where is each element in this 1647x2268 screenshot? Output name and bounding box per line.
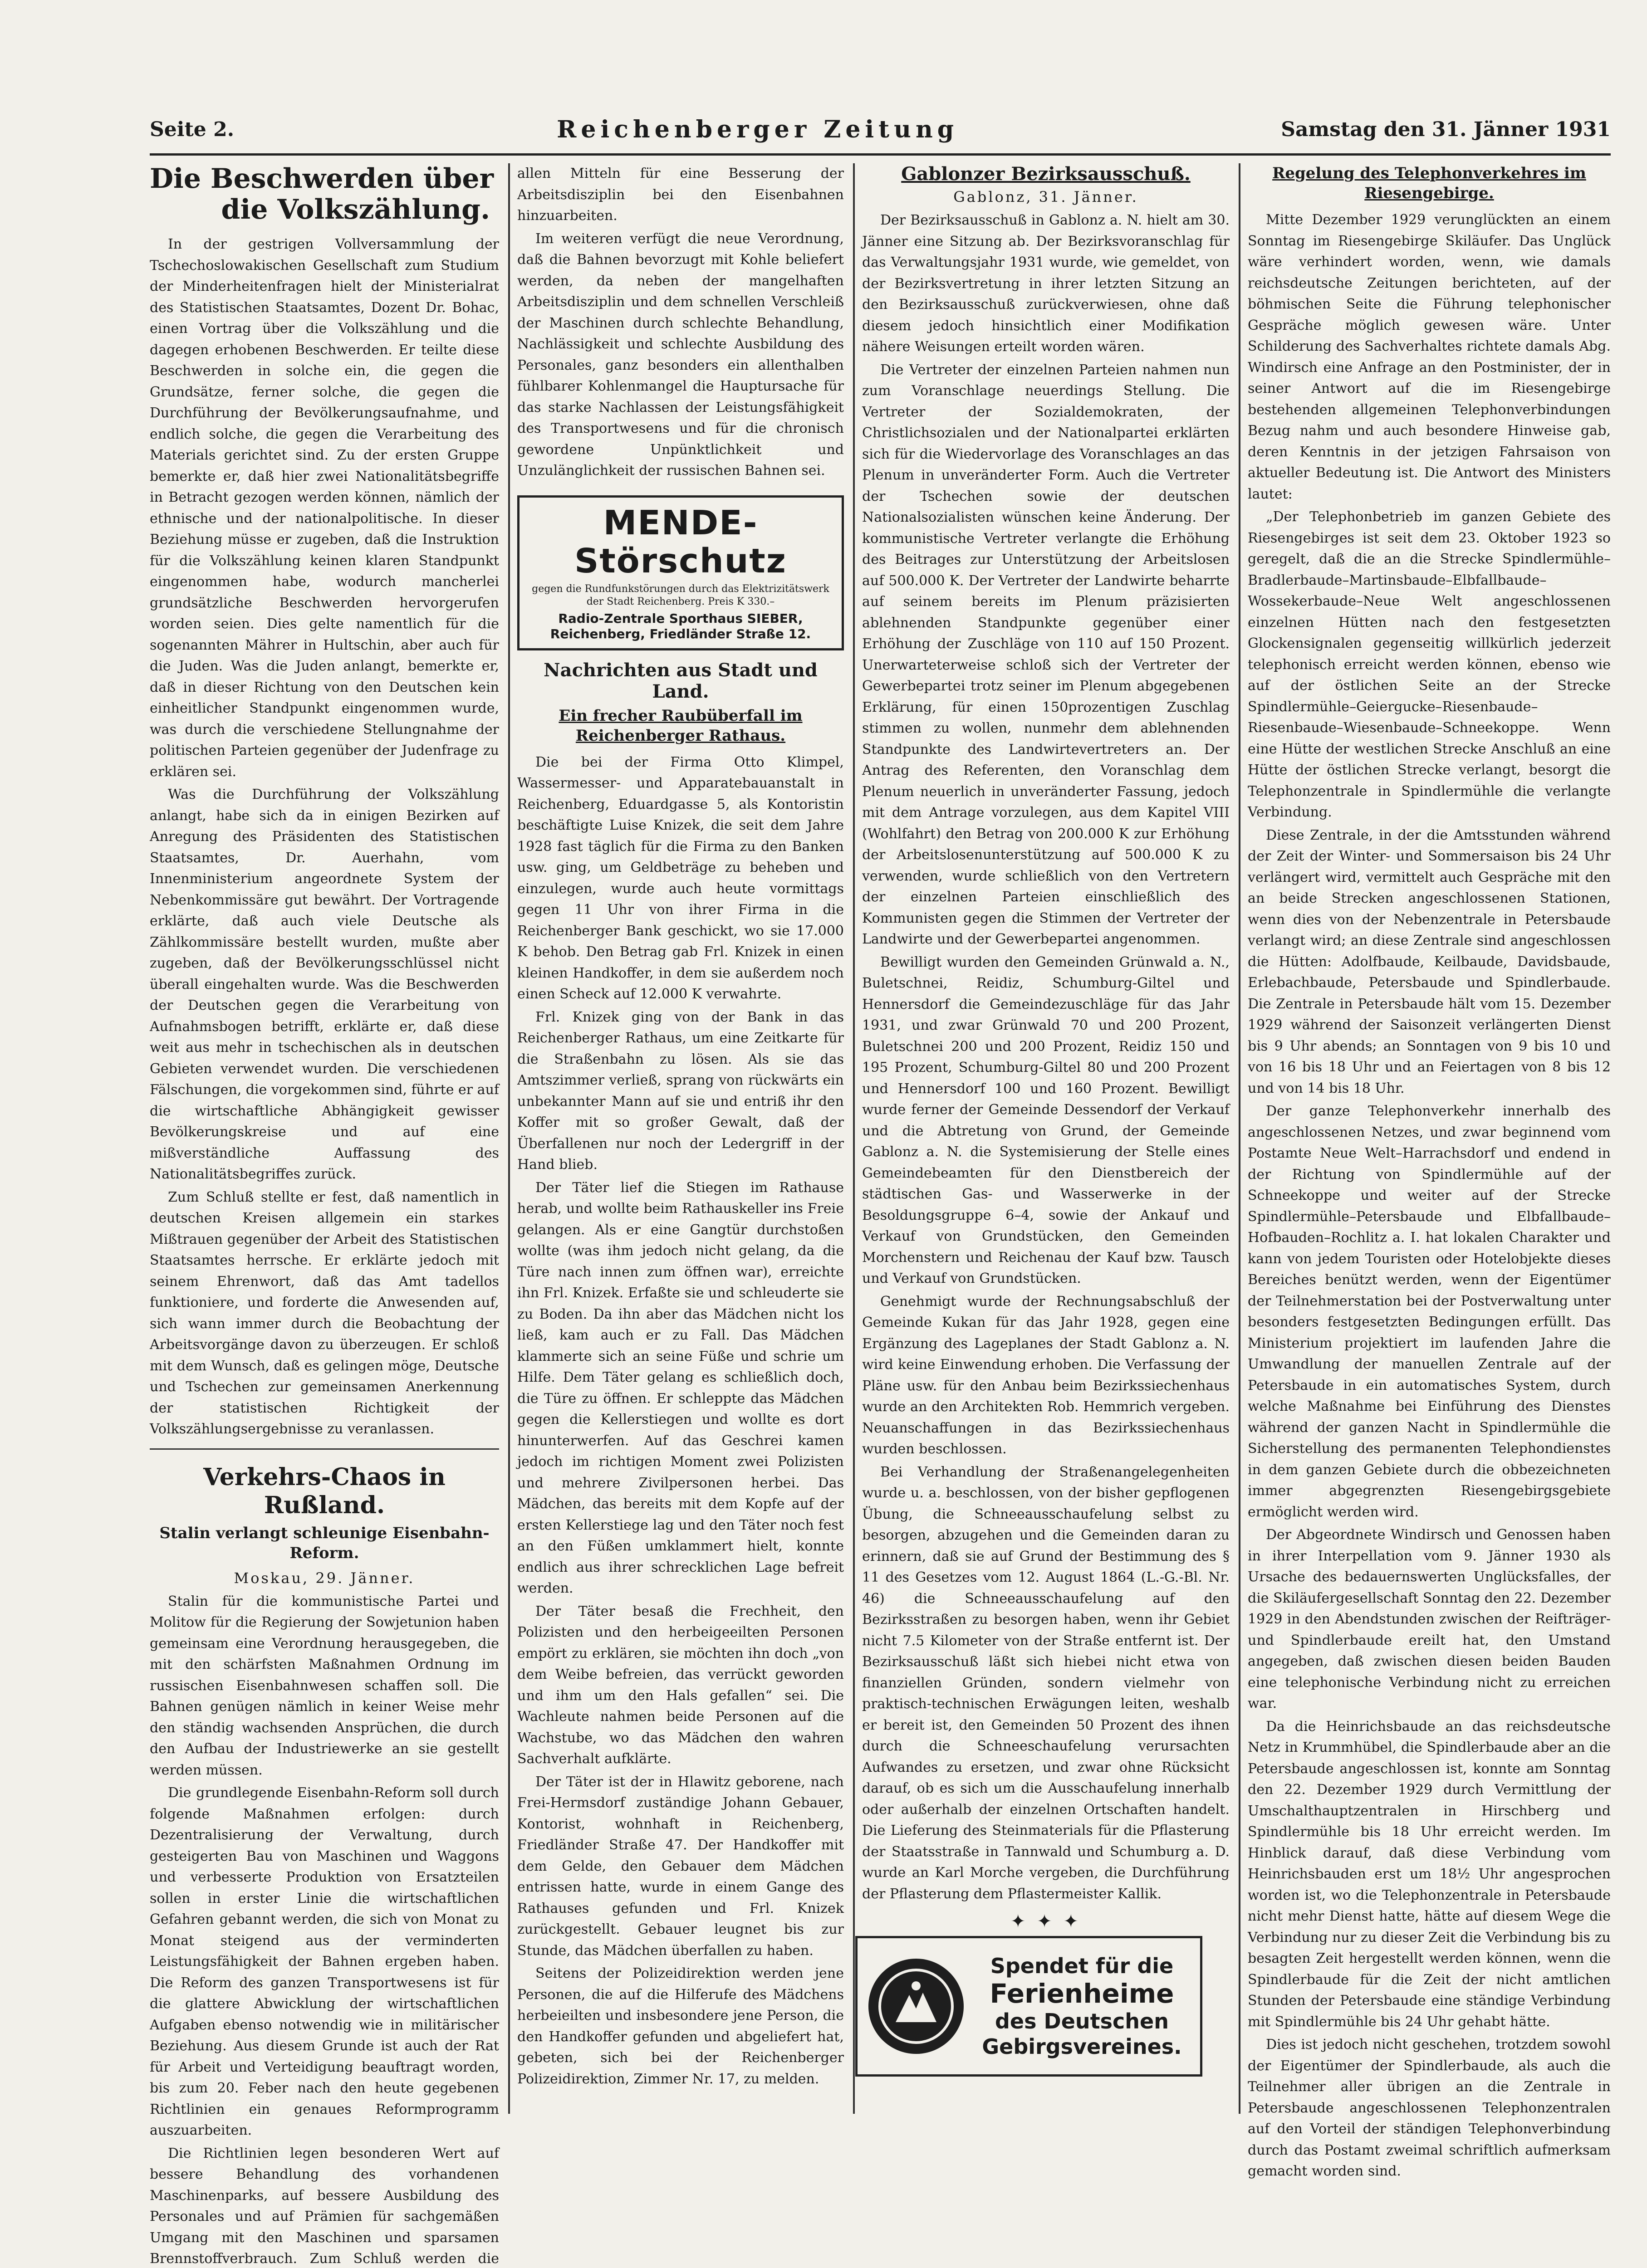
title-line: die Volkszählung. [150,194,499,225]
dateline: Gablonz, 31. Jänner. [862,188,1230,205]
issue-date: Samstag den 31. Jänner 1931 [1281,118,1611,141]
page-number: Seite 2. [150,118,234,141]
article-separator [150,1448,499,1450]
paragraph: Da die Heinrichsbaude an das reichsdeutsche Netz in Krummhübel, die Spindlerbaude aber an die Petersbaude angeschlossen ist, konnte am Sonntag den 22. Dezember 1929 durch Vermittlung der Umschalthauptzentralen in Hirschberg und Spindlermühle bis 18 Uhr erreicht werden. Im Hinblick darauf, daß diese Verbindung vom Heinrichsbauden erst um 18½ Uhr angesprochen worden ist, wo die Telephonzentrale in Petersbaude nicht mehr Dienst hatte, hätte auf diesem Wege die Verbindung nur zu dieser Zeit die Verbindung bis zu besagten Zeit hergestellt werden können, wenn die Spindlerbaude für die Zeit der nicht amtlichen Stunden der Petersbaude eine ständige Verbindung mit Spindlermühle bis 24 Uhr gehabt hätte. [1248,1716,1611,2033]
ad-address: Reichenberg, Friedländer Straße 12. [527,626,834,642]
column-1 [150,163,499,2268]
ad-line: Spendet für die [964,1953,1200,1979]
article-body [1248,210,1611,2182]
article-body [150,1591,499,2268]
paragraph: Bei Verhandlung der Straßenangelegenheiten wurde u. a. beschlossen, von der bisher gepflogenen Übung, die Schneeausschaufelung selbst zu besorgen, abzugehen und die Gemeinden daran zu erinnern, daß sie auf Grund der Bestimmung des § 11 des Gesetzes vom 12. August 1864 (L.-G.-Bl. Nr. 46) die Schneeausschaufelung auf den Bezirksstraßen zu besorgen haben, wenn ihr Gebiet nicht 7.5 Kilometer von der Straße entfernt ist. Der Bezirksausschuß läßt sich hiebei nicht etwa von finanziellen Gründen, sondern vielmehr von praktisch-technischen Erwägungen leiten, weshalb er bereit ist, den Gemeinden 50 Prozent des ihnen durch die Schneeschaufelung verursachten Aufwandes zu ersetzen, und zwar ohne Rücksicht darauf, ob es sich um die Ausschaufelung innerhalb oder außerhalb der einzelnen Ortschaften handelt. Die Lieferung des Steinmaterials für die Pflasterung der Staatsstraße in Tannwald und Schumburg a. D. wurde an Karl Morche vergeben, die Durchführung der Pflasterung dem Pflastermeister Kallik. [862,1462,1230,1905]
ornament-divider: ✦ ✦ ✦ [862,1911,1230,1932]
ad-text [964,1953,1200,2059]
paragraph: Genehmigt wurde der Rechnungsabschluß der Gemeinde Kukan für das Jahr 1928, gegen eine Ergänzung des Lageplanes der Stadt Gablonz a. N. wird keine Einwendung erhoben. Die Verfassung der Pläne usw. für den Anbau beim Bezirkssiechenhaus wurde an den Architekten Rob. Hemmrich vergeben. Neuanschaffungen in das Bezirkssiechenhaus wurden beschlossen. [862,1291,1230,1460]
paragraph: Die bei der Firma Otto Klimpel, Wassermesser- und Apparatebauanstalt in Reichenberg, Eduardgasse 5, als Kontoristin beschäftigte Luise Knizek, die seit dem Jahre 1928 fast täglich für die Firma zu den Banken usw. ging, um Geldbeträge zu beheben und einzulegen, wurde auch heute vormittags gegen 11 Uhr von ihrer Firma in die Reichenberger Bank geschickt, wo sie 17.000 K behob. Den Betrag gab Frl. Knizek in einen kleinen Handkoffer, in dem sie außerdem noch einen Scheck auf 12.000 K verwahrte. [517,752,844,1005]
paragraph: Bewilligt wurden den Gemeinden Grünwald a. N., Buletschnei, Reidiz, Schumburg-Giltel und Hennersdorf die Gemeindezuschläge für das Jahr 1931, und zwar Grünwald 70 und 200 Prozent, Buletschnei 200 und 200 Prozent, Reidiz 150 und 195 Prozent, Schumburg-Giltel 80 und 200 Prozent und Hennersdorf 100 und 160 Prozent. Bewilligt wurde ferner der Gemeinde Dessendorf der Verkauf und die Abtretung von Grund, der Gemeinde Gablonz a. N. die Systemisierung der Stelle eines Gemeindebeamten für den Dienstbereich der städtischen Gas- und Wasserwerke in der Besoldungsgruppe 6–4, sowie der Ankauf und Verkauf von Grundstücken, den Gemeinden Morchenstern und Reichenau der Kauf bzw. Tausch und Verkauf von Grundstücken. [862,952,1230,1290]
title-line: Die Beschwerden über [150,163,494,195]
article-body [862,210,1230,1905]
paragraph: Der Abgeordnete Windirsch und Genossen haben in ihrer Interpellation vom 9. Jänner 1930 als Ursache des bedauernswerten Unglücksfalles, der die Skiläufergesellschaft Sonntag den 22. Dezember 1929 in den Abendstunden zwischen der Reifträger- und Spindlerbaude ereilt hat, den Umstand angegeben, daß zwischen diesen beiden Bauden eine telephonische Verbindung nicht zu erreichen war. [1248,1525,1611,1715]
page-header [150,109,1611,150]
gebirgsverein-logo-icon [868,1959,964,2054]
paragraph: Dies ist jedoch nicht geschehen, trotzdem sowohl der Eigentümer der Spindlerbaude, als auch die Teilnehmer aller übrigen an die Zentrale in Petersbaude angeschlossenen Telephonzentralen auf den Vorteil der ständigen Telephonverbindung durch das Postamt zweimal schriftlich aufmerksam gemacht worden sind. [1248,2034,1611,2182]
column-2 [517,163,844,2092]
article-subtitle: Ein frecher Raubüberfall im Reichenberger Rathaus. [517,706,844,746]
article-title-volkszaehlung [150,163,499,225]
article-body [150,234,499,1440]
column-3 [862,163,1230,1938]
paragraph: Die Vertreter der einzelnen Parteien nahmen nun zum Voranschlage neuerdings Stellung. Die Vertreter der Sozialdemokraten, der Christlichsozialen und der Nationalpartei erklärten sich für die Wiedervorlage des Voranschlages an das Plenum in unveränderter Form. Auch die Vertreter der Tschechen sowie der deutschen Nationalsozialisten wünschen keine Änderung. Der kommunistische Vertreter verlangte die Erhöhung des Beitrages zur Unterstützung der Arbeitslosen auf 500.000 K. Der Vertreter der Landwirte beharrte auf seinem bereits im Plenum präzisierten ablehnenden Standpunkte gegenüber einer Erhöhung der Zuschläge von 110 auf 150 Prozent. Unerwarteterweise schloß sich der Vertreter der Gewerbepartei trotz seiner im Plenum abgegebenen Erklärung, für einen 150prozentigen Zuschlag stimmen zu wollen, nunmehr dem ablehnenden Standpunkte des Landwirtevertreters an. Der Antrag des Referenten, den Voranschlag dem Plenum neuerlich in unveränderter Fassung, jedoch mit dem Antrage vorzulegen, aus dem Kapitel VIII (Wohlfahrt) den Betrag von 200.000 K zur Erhöhung der Arbeitslosenunterstützung auf 500.000 K zu verwenden, wurde schließlich von den Vertretern der einzelnen Parteien einschließlich des Kommunisten gegen die Stimmen der Vertreter der Landwirte und der Gewerbepartei angenommen. [862,360,1230,950]
article-body [517,163,844,482]
paragraph: In der gestrigen Vollversammlung der Tschechoslowakischen Gesellschaft zum Studium der Minderheitenfragen hielt der Ministerialrat des Statistischen Staatsamtes, Dozent Dr. Bohac, einen Vortrag über die Volkszählung und die dagegen erhobenen Beschwerden. Er teilte diese Beschwerden in solche ein, die gegen die Grundsätze, ferner solche, die gegen die Durchführung der Bevölkerungsaufnahme, und endlich solche, die gegen die Verarbeitung des Materials gerichtet sind. Zu der ersten Gruppe bemerkte er, daß hier zwei Nationalitätsbegriffe in Betracht gezogen werden können, nämlich der ethnische und der nationalpolitische. In dieser Beziehung müsse er zugeben, daß die Instruktion für die Volkszählung keinen klaren Standpunkt eingenommen habe, wodurch mancherlei grundsätzliche Beschwerden hervorgerufen worden seien. Dies gelte namentlich für die sogenannten Mährer in Hultschin, aber auch für die Juden. Was die Juden anlangt, bemerkte er, daß in dieser Richtung von den Deutschen kein einheitlicher Standpunkt eingenommen wurde, was durch die verschiedene Stellungnahme der politischen Parteien gegenüber der Judenfrage zu erklären sei. [150,234,499,782]
dateline: Moskau, 29. Jänner. [150,1569,499,1587]
paragraph: Der Täter ist der in Hlawitz geborene, nach Frei-Hermsdorf zuständige Johann Gebauer, Kontorist, wohnhaft in Reichenberg, Friedländer Straße 47. Der Handkoffer mit dem Gelde, den Gebauer dem Mädchen entrissen hatte, wurde in einem Gange des Rathauses gefunden und Frl. Knizek zurückgestellt. Gebauer leugnet bis zur Stunde, das Mädchen überfallen zu haben. [517,1772,844,1962]
paragraph: Mitte Dezember 1929 verunglückten an einem Sonntag im Riesengebirge Skiläufer. Das Unglück wäre verhindert worden, wenn, wie damals reichsdeutsche Zeitungen berichteten, auf der böhmischen Seite die Führung telephonischer Gespräche möglich gewesen wäre. Unter Schilderung des Sachverhaltes richtete damals Abg. Windirsch eine Anfrage an den Postminister, der in seiner Antwort auf die im Riesengebirge bestehenden allgemeinen Telephonverbindungen Bezug nahm und auch besondere Hinweise gab, deren Kenntnis in der jetzigen Fahrsaison von aktueller Bedeutung ist. Die Antwort des Ministers lautet: [1248,210,1611,505]
ad-line: des Deutschen [964,2009,1200,2034]
paragraph: Seitens der Polizeidirektion werden jene Personen, die auf die Hilferufe des Mädchens herbeieilten und insbesondere jene Person, die den Handkoffer gefunden und abgeliefert hat, gebeten, sich bei der Reichenberger Polizeidirektion, Zimmer Nr. 17, zu melden. [517,1963,844,2090]
ad-description: gegen die Rundfunkstörungen durch das Elektrizitätswerk der Stadt Reichenberg. Preis K 330.– [527,583,834,608]
advertisement-mende [517,495,844,650]
ad-line: Gebirgsvereines. [964,2034,1200,2059]
paragraph: Frl. Knizek ging von der Bank in das Reichenberger Rathaus, um eine Zeitkarte für die Straßenbahn zu lösen. Als sie das Amtszimmer verließ, sprang von rückwärts ein unbekannter Mann auf sie und entriß ihr den Koffer mit so großer Gewalt, daß der Überfallenen nur noch der Ledergriff in der Hand blieb. [517,1007,844,1176]
paragraph: Der ganze Telephonverkehr innerhalb des angeschlossenen Netzes, und zwar beginnend vom Postamte Neue Welt–Harrachsdorf und endend in der Richtung von Spindlermühle auf der Schneekoppe und weiter auf der Strecke Spindlermühle–Petersbaude und Elbfallbaude–Hofbauden–Rochlitz a. I. hat lokalen Charakter und kann von jedem Touristen oder Hotelobjekte dieses Bereiches benützt werden, wenn der Eigentümer der Teilnehmerstation bei der Postverwaltung unter besonders festgesetzten Bedingungen erfüllt. Das Ministerium projektiert im laufenden Jahre die Umwandlung der manuellen Zentrale auf der Petersbaude in ein automatisches System, durch welche Maßnahme bei Einführung des Dienstes während der ganzen Nacht in Spindlermühle die Sicherstellung des permanenten Telephondienstes in dem ganzen Gebiete durch die obbezeichneten immer abgegrenzten Riesengebirgsgebiete ermöglicht werden wird. [1248,1101,1611,1523]
paragraph: Was die Durchführung der Volkszählung anlangt, habe sich da in einigen Bezirken auf Anregung des Präsidenten des Statistischen Staatsamtes, Dr. Auerhahn, vom Innenministerium angeordnete System der Nebenkommissäre gut bewährt. Der Vortragende erklärte, daß auch viele Deutsche als Zählkommissäre bestellt wurden, mußte aber zugeben, daß der Bevölkerungsschlüssel nicht überall eingehalten wurde. Was die Beschwerden der Deutschen gegen die Verarbeitung von Aufnahmsbogen betrifft, erklärte er, daß diese weit aus mehr in tschechischen als in deutschen Gebieten verwendet wurden. Die verschiedenen Fälschungen, die vorgekommen sind, führte er auf die wirtschaftliche Abhängigkeit gewisser Bevölkerungskreise und auf eine mißverständliche Auffassung des Nationalitätsbegriffes zurück. [150,784,499,1185]
ad-headline: MENDE-Störschutz [527,504,834,580]
ad-line: Ferienheime [964,1979,1200,2009]
paragraph: „Der Telephonbetrieb im ganzen Gebiete des Riesengebirges ist seit dem 23. Oktober 1923 so geregelt, daß die an die Strecke Spindlermühle–Bradlerbaude–Martinsbaude–Elbfallbaude–Wossekerbaude–Neue Welt angeschlossenen einzelnen Hütten nach den festgesetzten Glockensignalen gegenseitig willkürlich jederzeit telephonisch erreicht werden können, ebenso wie auf der östlichen Seite an der Strecke Spindlermühle–Geiergucke–Riesenbaude–Riesenbaude–Wiesenbaude–Schneekoppe. Wenn eine Hütte der westlichen Strecke Anschluß an eine Hütte der östlichen Strecke verlangt, besorgt die Telephonzentrale in Spindlermühle die verlangte Verbindung. [1248,507,1611,823]
paragraph: Im weiteren verfügt die neue Verordnung, daß die Bahnen bevorzugt mit Kohle beliefert werden, da neben der mangelhaften Arbeitsdisziplin und dem schnellen Verschleiß der Maschinen durch schlechte Behandlung, Nachlässigkeit und schlechte Ausbildung des Personales, ganz besonders ein allenthalben fühlbarer Kohlenmangel die Hauptursache für das starke Nachlassen der Leistungsfähigkeit des Transportwesens und für die chronisch gewordene Unpünktlichkeit und Unzulänglichkeit der russischen Bahnen sei. [517,229,844,482]
ad-address: Radio-Zentrale Sporthaus SIEBER, [527,611,834,626]
column-4 [1248,163,1611,2184]
section-title: Nachrichten aus Stadt und Land. [517,660,844,702]
paragraph: Diese Zentrale, in der die Amtsstunden während der Zeit der Winter- und Sommersaison bis 24 Uhr verlängert wird, vermittelt auch Gespräche mit den an beide Strecken angeschlossenen Stationen, wenn dies von der Nebenzentrale in Petersbaude verlangt wird; an diese Zentrale sind angeschlossen die Hütten: Adolfbaude, Keilbaude, Davidsbaude, Erlebachbaude, Petersbaude und Spindlerbaude. Die Zentrale in Petersbaude hält vom 15. Dezember 1929 während der Saisonzeit verlängerten Dienst bis 9 Uhr abends; an Sonntagen von 9 bis 10 und von 16 bis 18 Uhr und an Feiertagen von 8 bis 12 und von 14 bis 18 Uhr. [1248,825,1611,1100]
paragraph: Die grundlegende Eisenbahn-Reform soll durch folgende Maßnahmen erfolgen: durch Dezentralisierung der Verwaltung, durch gesteigerten Bau von Maschinen und Waggons und verbesserte Produktion von Ersatzteilen sollen in erster Linie die wirtschaftlichen Gefahren gebannt werden, die sich von Monat zu Monat steigend aus der verminderten Leistungsfähigkeit der Bahnen ergeben haben. Die Reform des ganzen Transportwesens ist für die glattere Abwicklung der wirtschaftlichen Aufgaben ebenso notwendig wie in militärischer Beziehung. Aus diesem Grunde ist auch der Rat für Arbeit und Verteidigung beauftragt worden, bis zum 20. Feber nach den heute gegebenen Richtlinien ein genaues Reformprogramm auszuarbeiten. [150,1783,499,2141]
paragraph: Der Täter lief die Stiegen im Rathause herab, und wollte beim Rathauskeller ins Freie gelangen. Als er eine Gangtür durchstoßen wollte (was ihm jedoch nicht gelang, da die Türe nach innen zum öffnen war), erreichte ihn Frl. Knizek. Erfaßte sie und schleuderte sie zu Boden. Da ihn aber das Mädchen nicht los ließ, kam auch er zu Fall. Das Mädchen klammerte sich an seine Füße und schrie um Hilfe. Dem Täter gelang es schließlich doch, die Türe zu öffnen. Er schleppte das Mädchen gegen die Kellerstiegen und wollte es dort hinunterwerfen. Auf das Geschrei kamen jedoch im richtigen Moment zwei Polizisten und mehrere Zivilpersonen herbei. Das Mädchen, das bereits mit dem Kopfe auf der ersten Kellerstiege lag und den Täter noch fest an den Füßen umklammert hielt, konnte endlich aus ihrer schrecklichen Lage befreit werden. [517,1178,844,1599]
column-divider [853,163,855,2114]
article-title-russland: Verkehrs-Chaos in Rußland. [150,1463,499,1520]
paragraph: Der Täter besaß die Frechheit, den Polizisten und den herbeigeeilten Personen empört zu erklären, sie möchten ihn doch „von dem Weibe befreien, das verrückt geworden und ihm um den Hals gefallen“ sei. Die Wachleute nahmen beide Personen auf die Wachstube, wo das Mädchen den wahren Sachverhalt aufklärte. [517,1601,844,1770]
column-divider [1239,163,1240,2114]
header-rule [150,153,1611,156]
article-title-telephon: Regelung des Telephonverkehres im Riesengebirge. [1248,163,1611,203]
paragraph: Stalin für die kommunistische Partei und Molitow für die Regierung der Sowjetunion haben gemeinsam eine Verordnung herausgegeben, die mit den schärfsten Maßnahmen Ordnung im russischen Eisenbahnwesen schaffen soll. Die Bahnen genügen nämlich in keiner Weise mehr den ständig wachsenden Ansprüchen, die durch den Aufbau der Industriewerke an sie gestellt werden müssen. [150,1591,499,1781]
article-subtitle: Stalin verlangt schleunige Eisenbahn-Reform. [150,1523,499,1563]
newspaper-title: Reichenberger Zeitung [557,116,958,143]
column-divider [508,163,510,2114]
article-body [517,752,844,2090]
advertisement-gebirgsverein [855,1936,1202,2077]
article-title-bezirksausschuss: Gablonzer Bezirksausschuß. [862,163,1230,185]
paragraph: Der Bezirksausschuß in Gablonz a. N. hielt am 30. Jänner eine Sitzung ab. Der Bezirksvoranschlag für das Verwaltungsjahr 1931 wurde, wie gemeldet, von der Bezirksvertretung in ihrer letzten Sitzung an den Bezirksausschuß zurückverwiesen, ohne daß diesem jedoch hinsichtlich einer Modifikation nähere Weisungen erteilt worden wären. [862,210,1230,358]
paragraph: Zum Schluß stellte er fest, daß namentlich in deutschen Kreisen allgemein ein starkes Mißtrauen gegenüber der Arbeit des Statistischen Staatsamtes herrsche. Er erklärte jedoch mit seinem Ehrenwort, daß das Amt tadellos funktioniere, und forderte die Anwesenden auf, sich wann immer durch die Beobachtung der Arbeitsvorgänge davon zu überzeugen. Er schloß mit dem Wunsch, daß es gelingen möge, Deutsche und Tschechen zur gemeinsamen Anerkennung der statistischen Richtigkeit der Volkszählungsergebnisse zu veranlassen. [150,1187,499,1440]
paragraph: allen Mitteln für eine Besserung der Arbeitsdisziplin bei den Eisenbahnen hinzuarbeiten. [517,163,844,227]
paragraph: Die Richtlinien legen besonderen Wert auf bessere Behandlung des vorhandenen Maschinenparks, auf bessere Ausbildung des Personales und auf Prämien für sachgemäßen Umgang mit den Maschinen und sparsamen Brennstoffverbrauch. Zum Schluß werden die [150,2143,499,2268]
